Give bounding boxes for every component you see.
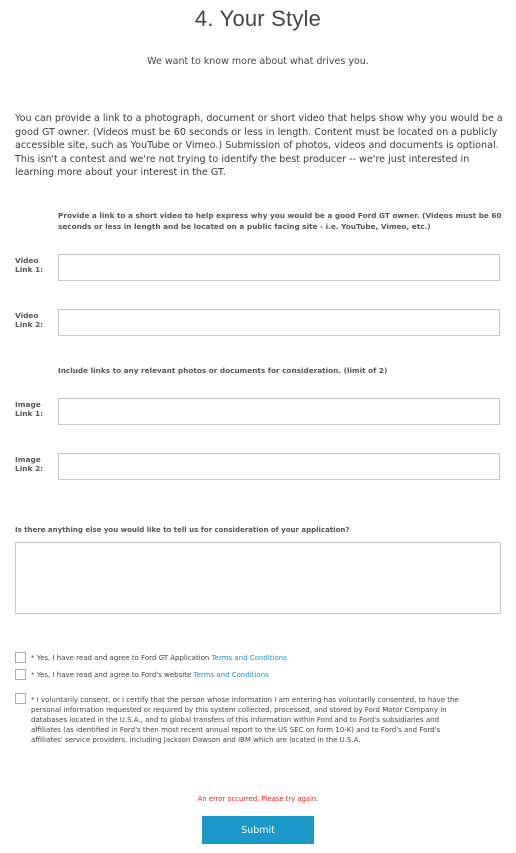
image-link-2-input[interactable] <box>58 453 500 480</box>
image-help-text: Include links to any relevant photos or documents for consideration. (limit of 2) <box>58 366 388 375</box>
page-title: 4. Your Style <box>194 6 322 31</box>
page-subtitle: We want to know more about what drives you. <box>147 56 369 67</box>
image-link-1-input[interactable] <box>58 398 500 425</box>
image-link-2-label: Image Link 2: <box>15 455 44 473</box>
video-link-2-label: Video Link 2: <box>15 311 44 329</box>
terms-link-2[interactable]: Terms and Conditions <box>193 671 269 679</box>
additional-info-textarea[interactable] <box>15 542 501 614</box>
terms-consent-2-text: * Yes, I have read and agree to Ford's website <box>31 671 194 679</box>
privacy-consent-checkbox[interactable] <box>15 693 26 704</box>
submit-button[interactable]: Submit <box>202 816 314 844</box>
video-help-text: Provide a link to a short video to help express why you would be a good Ford GT owner. (Videos must be 60 seconds or less in length and be located on a public facing site - i.e. YouTube, Vimeo, etc.) <box>58 211 502 231</box>
intro-text: You can provide a link to a photograph, document or short video that helps show why you would be a good GT owner. (Videos must be 60 seconds or less in length. Content must be located on a publicly accessible site, such as YouTube or Vimeo.) Submission of photos, videos and documents is optional. This isn't a contest and we're not trying to identify the best producer -- we're just interested in learning more about your interest in the GT. <box>15 113 503 178</box>
terms-checkbox-1[interactable] <box>15 652 26 663</box>
error-message: An error occurred. Please try again. <box>197 795 319 803</box>
terms-consent-2 <box>31 670 471 680</box>
image-link-1-label: Image Link 1: <box>15 400 44 418</box>
terms-consent-1-text: * Yes, I have read and agree to Ford GT Application <box>31 654 212 662</box>
privacy-consent-text: * I voluntarily consent, or I certify that the person whose information I am entering has voluntarily consented, to have the personal information requested or required by this system collected, processed, and stored by Ford Motor Company in databases located in the U.S.A., and to global transfers of this information within Ford and to Ford's subsidiaries and affiliates (as identified in Ford's then most recent annual report to the US SEC on form 10-K) and to Ford's and Ford's affiliates' service providers, including Jackson Dawson and IBM which are located in the U.S.A. <box>31 696 459 744</box>
video-link-2-input[interactable] <box>58 309 500 336</box>
terms-consent-1 <box>31 653 471 663</box>
terms-link-1[interactable]: Terms and Conditions <box>211 654 287 662</box>
video-link-1-label: Video Link 1: <box>15 256 44 274</box>
video-link-1-input[interactable] <box>58 254 500 281</box>
additional-info-question: Is there anything else you would like to tell us for consideration of your application? <box>15 526 350 534</box>
terms-checkbox-2[interactable] <box>15 669 26 680</box>
